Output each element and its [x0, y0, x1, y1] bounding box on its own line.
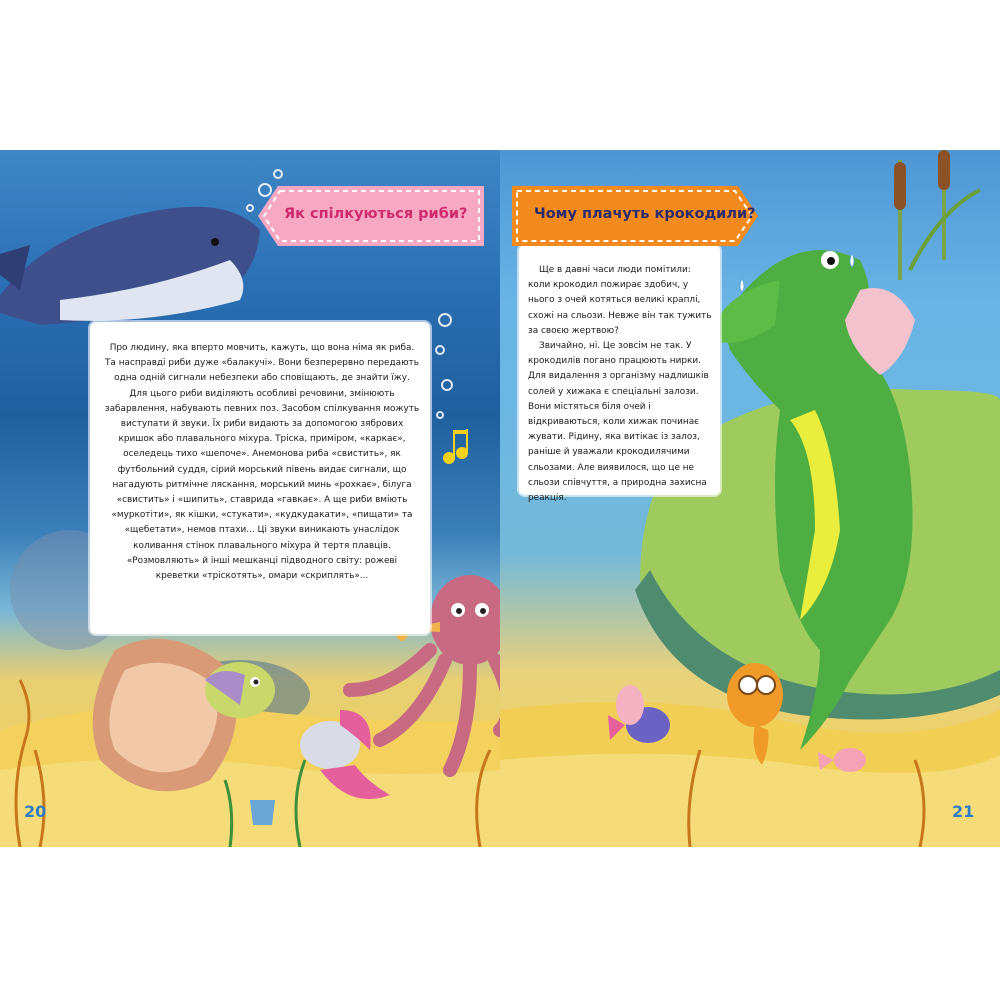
seashell-icon — [93, 639, 237, 792]
fish-icon — [205, 662, 275, 718]
left-heading: Як спілкуються риби? — [284, 206, 468, 222]
music-notes-icon — [443, 429, 468, 464]
left-heading-tag — [256, 184, 496, 248]
page-number-right: 21 — [952, 802, 975, 821]
bucket-icon — [250, 800, 275, 825]
page-number-left: 20 — [24, 802, 47, 821]
right-heading: Чому плачуть крокодили? — [534, 206, 756, 222]
left-paragraph: Про людину, яка вперто мовчить, кажуть, що вона німа як риба. Та насправді риби дуже «балакучі». Вони безперервно передають одна одній сигнали небезпеки або сповіщають, де знайти їжу. Для цього риби виділяють особливі речовини, змінюють забарвлення, набувають певних поз. Засобом спілкування можуть виступати й звуки. Їх риби видають за допомогою зябрових кришок або плавального міхура. Тріска, приміром, «каркає», оселедець тихо «шепоче». Анемонова риба «свистить», як футбольний суддя, сірий морський півень видає сигнали, що нагадують ритмічне ляскання, морський минь «рохкає», білуга «свистить» і «шипить», ставрида «гавкає». А ще риби вміють «муркотіти», як кішки, «стукати», «кудкудакати», «пищати» та «щебетати», немов птахи... Ці звуки виникають унаслідок коливання стінок плавального міхура й тертя плавців. «Розмовляють» й інші мешканці підводного світу: рожеві креветки «тріскотять», омари «скриплять»... — [104, 343, 420, 582]
left-body-text — [104, 341, 420, 584]
book-spread — [0, 150, 1000, 847]
reeds-icon — [894, 150, 980, 280]
right-paragraph: Ще в давні часи люди помітили: коли крокодил пожирає здобич, у нього з очей котяться великі краплі, схожі на сльози. Невже він так тужить за своєю жертвою? — [528, 265, 712, 336]
right-body-text — [528, 263, 714, 506]
right-paragraph: Звичайно, ні. Це зовсім не так. У крокодилів погано працюють нирки. Для видалення з організму надлишків солей у хижака є спеціальні залози. Вони містяться біля очей і відкриваються, коли хижак починає жувати. Рідину, яка витікає із залоз, раніше й уважали крокодилячими сльозами. Але виявилося, що це не сльози співчуття, а природна захисна реакція. — [528, 341, 709, 504]
right-heading-tag — [510, 184, 760, 248]
fish-icon — [616, 685, 644, 725]
